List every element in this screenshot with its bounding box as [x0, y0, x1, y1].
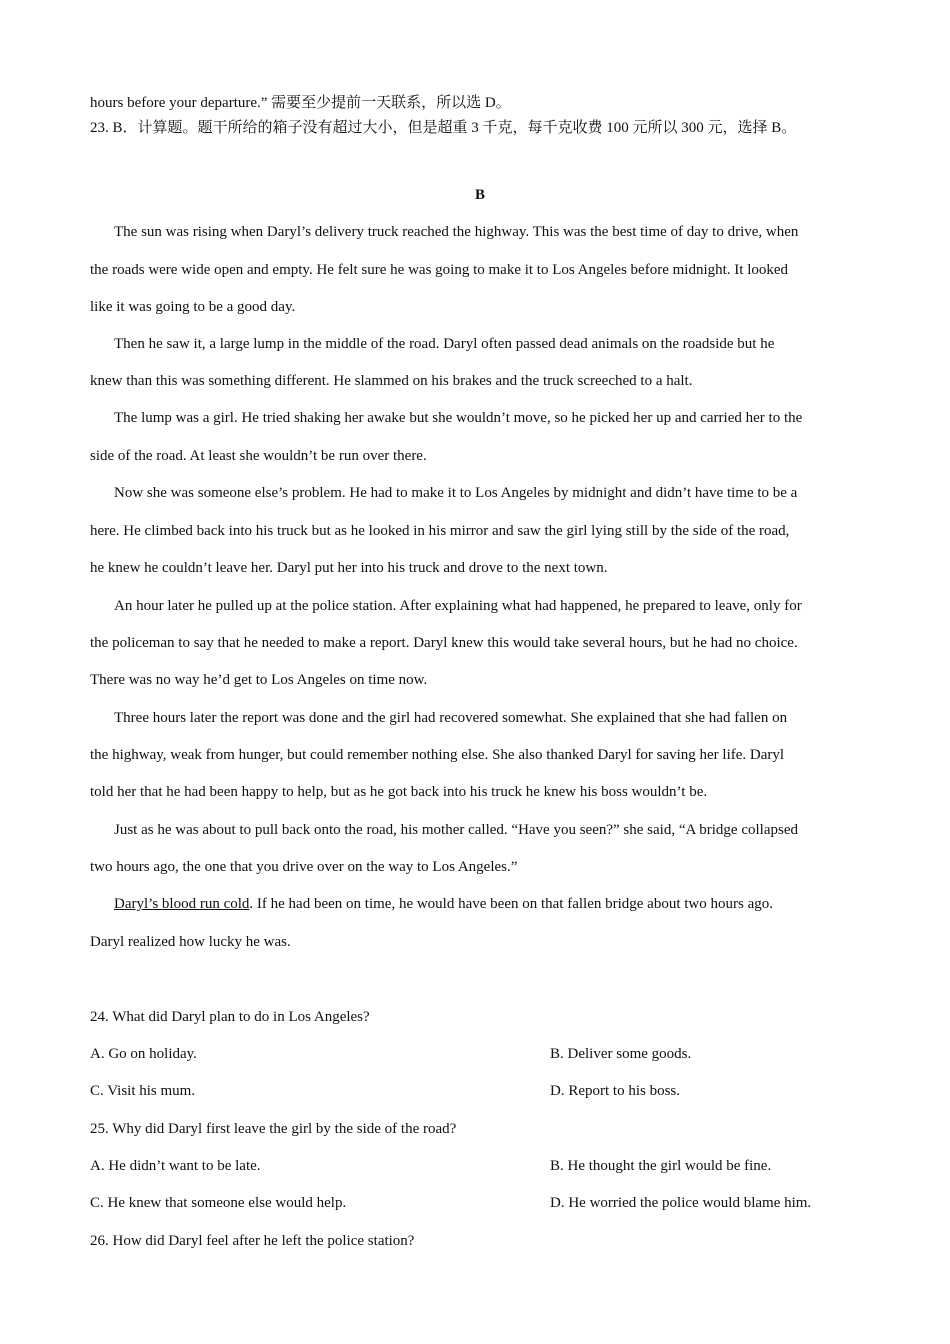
- passage-p7-line1: Just as he was about to pull back onto the road, his mother called. “Have you seen?” she said, “A bridge collapsed: [114, 822, 798, 838]
- passage-p5-line1: An hour later he pulled up at the police station. After explaining what had happened, he prepared to leave, only for: [114, 598, 802, 614]
- question-25-option-b: B. He thought the girl would be fine.: [550, 1158, 772, 1174]
- question-26-stem: 26. How did Daryl feel after he left the police station?: [90, 1233, 415, 1249]
- question-24-option-b: B. Deliver some goods.: [550, 1046, 692, 1062]
- passage-p8-line1: [114, 894, 773, 914]
- passage-p4-line1: Now she was someone else’s problem. He had to make it to Los Angeles by midnight and didn’t have time to be a: [114, 485, 798, 501]
- passage-p3-line1: The lump was a girl. He tried shaking her awake but she wouldn’t move, so he picked her up and carried her to the: [114, 410, 803, 426]
- question-24-option-c: C. Visit his mum.: [90, 1083, 196, 1099]
- question-25-stem: 25. Why did Daryl first leave the girl by the side of the road?: [90, 1121, 457, 1137]
- answer-explanation-23: 23. B．计算题。题干所给的箱子没有超过大小，但是超重 3 千克，每千克收费 100 元所以 300 元，选择 B。: [90, 120, 797, 136]
- question-24-option-d: D. Report to his boss.: [550, 1083, 681, 1099]
- passage-p2-line2: knew than this was something different. He slammed on his brakes and the truck screeched to a halt.: [90, 373, 693, 389]
- passage-p5-line3: There was no way he’d get to Los Angeles on time now.: [90, 672, 428, 688]
- passage-p4-line3: he knew he couldn’t leave her. Daryl put her into his truck and drove to the next town.: [90, 560, 608, 576]
- passage-p1-line1: The sun was rising when Daryl’s delivery truck reached the highway. This was the best time of day to drive, when: [114, 224, 799, 240]
- passage-p8-line2: Daryl realized how lucky he was.: [90, 934, 291, 950]
- question-24-stem: 24. What did Daryl plan to do in Los Angeles?: [90, 1009, 370, 1025]
- question-25-option-a: A. He didn’t want to be late.: [90, 1158, 261, 1174]
- section-title: B: [474, 187, 485, 203]
- passage-p1-line2: the roads were wide open and empty. He felt sure he was going to make it to Los Angeles before midnight. It looked: [90, 262, 789, 278]
- passage-p6-line1: Three hours later the report was done and the girl had recovered somewhat. She explained that she had fallen on: [114, 710, 788, 726]
- passage-p5-line2: the policeman to say that he needed to make a report. Daryl knew this would take several hours, but he had no choice.: [90, 635, 798, 651]
- passage-p6-line2: the highway, weak from hunger, but could remember nothing else. She also thanked Daryl for saving her life. Daryl: [90, 747, 785, 763]
- question-24-option-a: A. Go on holiday.: [90, 1046, 197, 1062]
- answer-explanation-22: hours before your departure.” 需要至少提前一天联系，所以选 D。: [90, 95, 511, 111]
- passage-p2-line1: Then he saw it, a large lump in the middle of the road. Daryl often passed dead animals on the roadside but he: [114, 336, 775, 352]
- passage-p8-line1-rest: . If he had been on time, he would have been on that fallen bridge about two hours ago.: [249, 896, 773, 912]
- question-25-option-c: C. He knew that someone else would help.: [90, 1195, 347, 1211]
- passage-p4-line2: here. He climbed back into his truck but as he looked in his mirror and saw the girl lying still by the side of the road,: [90, 523, 790, 539]
- passage-p7-line2: two hours ago, the one that you drive over on the way to Los Angeles.”: [90, 859, 518, 875]
- underlined-phrase: Daryl’s blood run cold: [114, 896, 250, 912]
- passage-p3-line2: side of the road. At least she wouldn’t be run over there.: [90, 448, 427, 464]
- passage-p6-line3: told her that he had been happy to help, but as he got back into his truck he knew his boss wouldn’t be.: [90, 784, 708, 800]
- passage-p1-line3: like it was going to be a good day.: [90, 299, 296, 315]
- question-25-option-d: D. He worried the police would blame him.: [550, 1195, 812, 1211]
